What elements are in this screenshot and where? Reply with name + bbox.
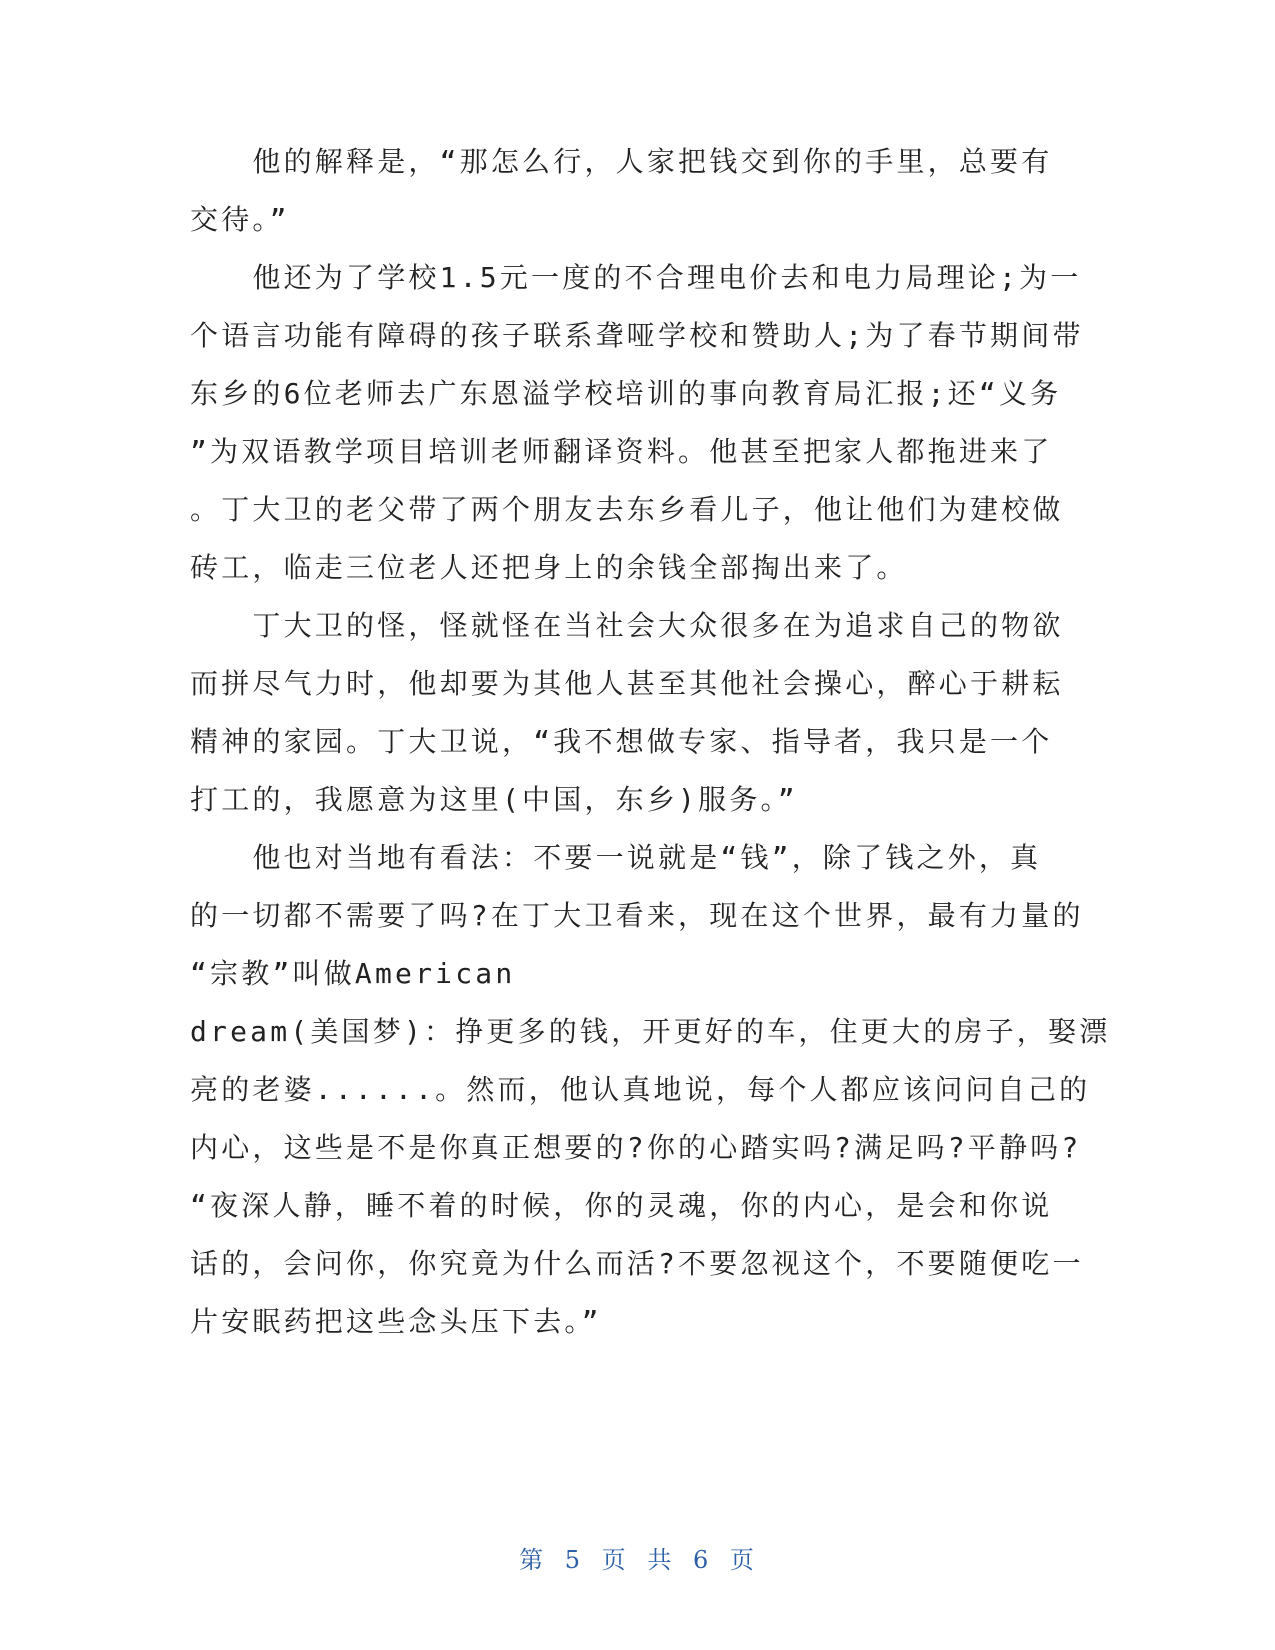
footer-label-ye: 页	[601, 1546, 628, 1574]
text-line: 丁大卫的怪，怪就怪在当社会大众很多在为追求自己的物欲	[190, 609, 1064, 642]
text-line: 内心，这些是不是你真正想要的?你的心踏实吗?满足吗?平静吗?	[190, 1131, 1082, 1164]
text-line: 精神的家园。丁大卫说，“我不想做专家、指导者，我只是一个	[190, 725, 1053, 758]
footer-label-di: 第	[519, 1546, 546, 1574]
footer-label-gong: 共	[647, 1546, 674, 1574]
text-line: 东乡的6位老师去广东恩溢学校培训的事向教育局汇报;还“义务	[190, 377, 1062, 410]
text-line: dream(美国梦)：挣更多的钱，开更好的车，住更大的房子，娶漂	[190, 1015, 1111, 1048]
text-line: 个语言功能有障碍的孩子联系聋哑学校和赞助人;为了春节期间带	[190, 319, 1084, 352]
text-line: 交待。”	[190, 203, 290, 236]
text-line: 亮的老婆......。然而，他认真地说，每个人都应该问问自己的	[190, 1073, 1091, 1106]
footer-label-ye2: 页	[729, 1546, 756, 1574]
text-line: 的一切都不需要了吗?在丁大卫看来，现在这个世界，最有力量的	[190, 899, 1084, 932]
text-line: 他的解释是，“那怎么行，人家把钱交到你的手里，总要有	[190, 145, 1053, 178]
text-line: 。丁大卫的老父带了两个朋友去东乡看儿子，他让他们为建校做	[190, 493, 1064, 526]
footer-total-pages: 6	[692, 1546, 711, 1574]
text-line: 他还为了学校1.5元一度的不合理电价去和电力局理论;为一	[190, 261, 1082, 294]
text-line: “宗教”叫做American	[190, 957, 516, 990]
text-line: ”为双语教学项目培训老师翻译资料。他甚至把家人都拖进来了	[190, 435, 1053, 468]
text-line: “夜深人静，睡不着的时候，你的灵魂，你的内心，是会和你说	[190, 1189, 1053, 1222]
text-line: 而拼尽气力时，他却要为其他人甚至其他社会操心，醉心于耕耘	[190, 667, 1064, 700]
footer-current-page: 5	[564, 1546, 583, 1574]
text-line: 片安眠药把这些念头压下去。”	[190, 1305, 602, 1338]
text-line: 他也对当地有看法：不要一说就是“钱”，除了钱之外，真	[190, 841, 1042, 874]
page-number-footer	[0, 1540, 1275, 1575]
text-line: 话的，会问你，你究竟为什么而活?不要忽视这个，不要随便吃一	[190, 1247, 1084, 1280]
text-line: 打工的，我愿意为这里(中国，东乡)服务。”	[190, 783, 798, 816]
text-line: 砖工，临走三位老人还把身上的余钱全部掏出来了。	[190, 551, 908, 584]
